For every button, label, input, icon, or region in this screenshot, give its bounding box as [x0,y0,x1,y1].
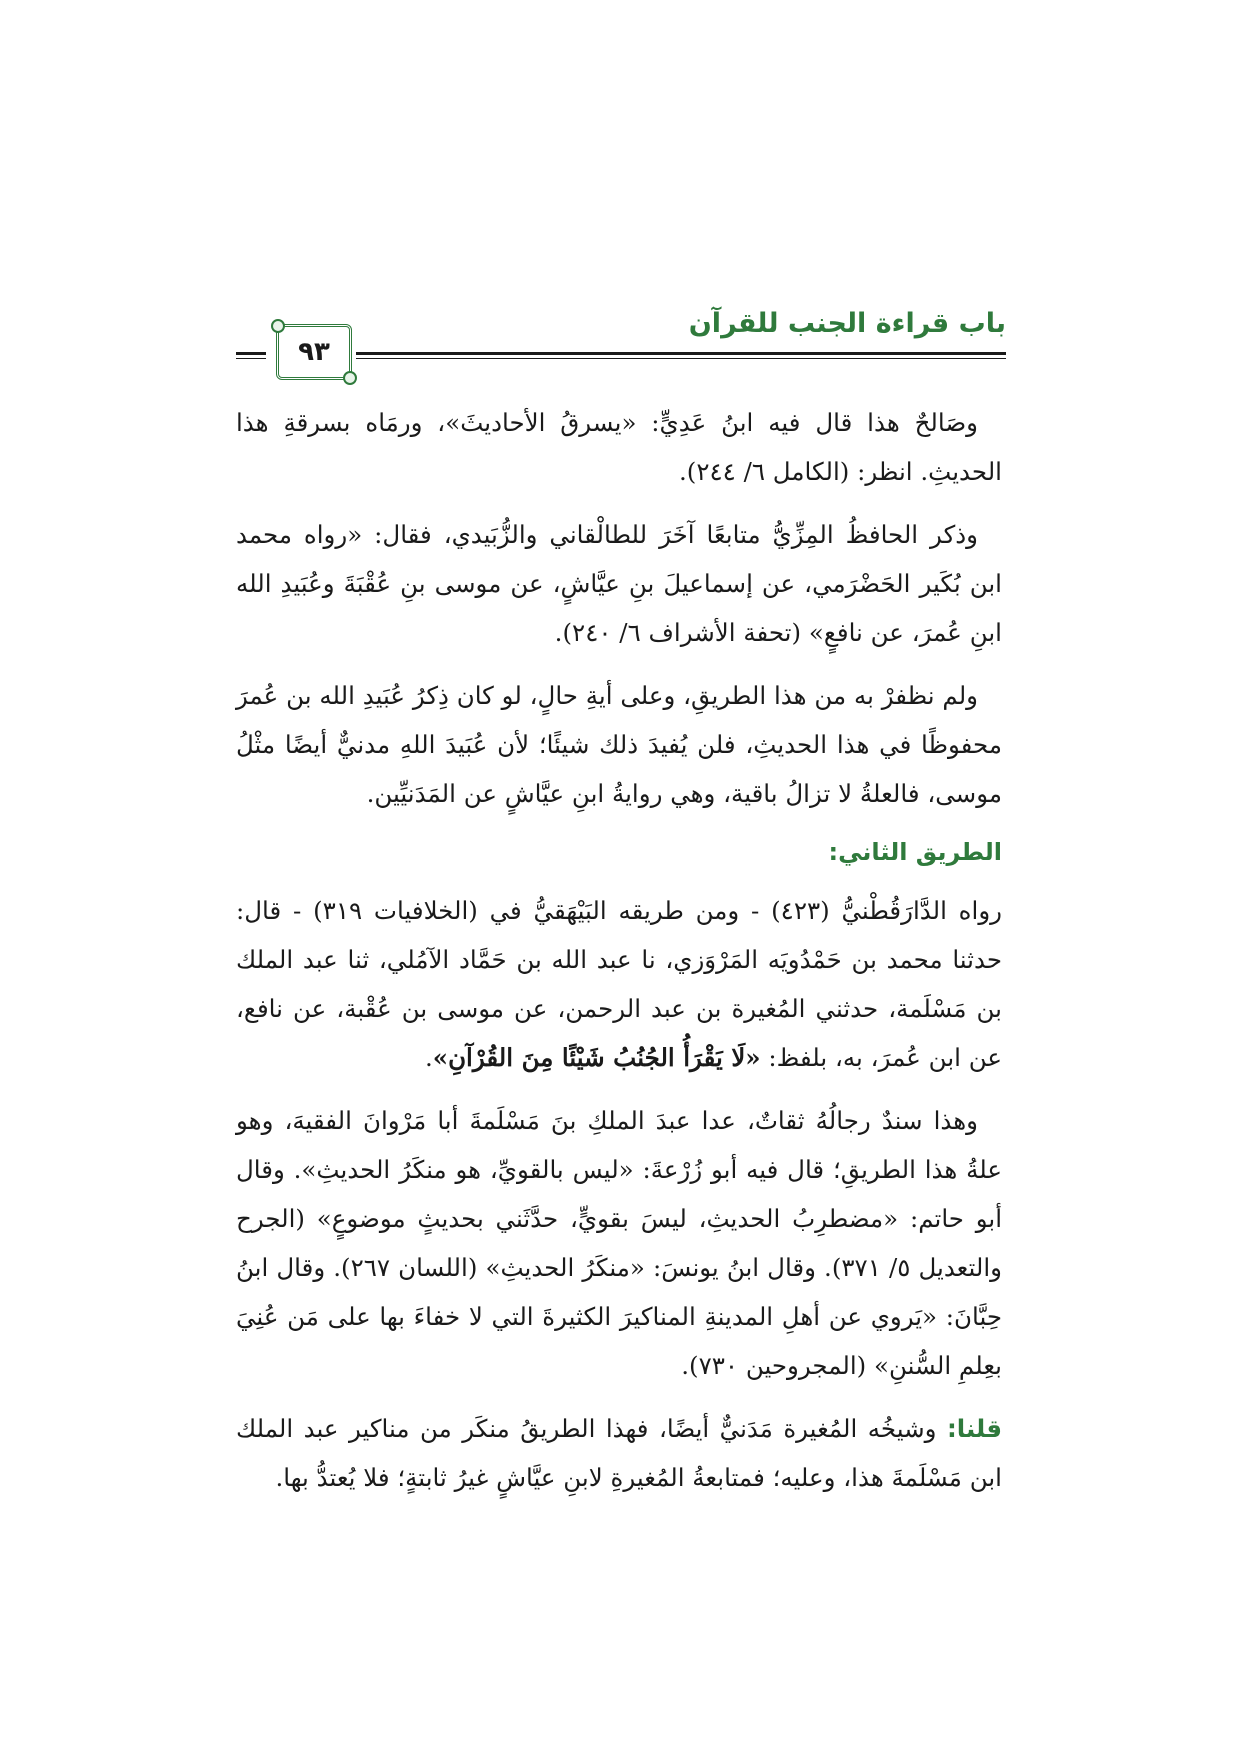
paragraph-1: وصَالحٌ هذا قال فيه ابنُ عَدِيٍّ: «يسرقُ الأحاديثَ»، ورمَاه بسرقةِ هذا الحديثِ. انظر: (الكامل ٦/ ٢٤٤). [236,408,1002,486]
paragraph-4-end: . [424,1043,433,1072]
paragraph-2: وذكر الحافظُ المِزِّيُّ متابعًا آخَرَ للطالْقاني والزُّبَيدي، فقال: «رواه محمد ابن بُكَير الحَضْرَمي، عن إسماعيلَ بنِ عيَّاشٍ، عن موسى بنِ عُقْبَةَ وعُبَيدِ الله ابنِ عُمرَ، عن نافعٍ» (تحفة الأشراف ٦/ ٢٤٠). [236,520,1002,647]
chapter-title: باب قراءة الجنب للقرآن [688,308,1006,339]
header-rule-left-thin [236,358,266,359]
page-header [236,296,1006,376]
page-number-badge [276,324,352,380]
paragraph-4-text: رواه الدَّارَقُطْنيُّ (٤٢٣) - ومن طريقه البَيْهَقيُّ في (الخلافيات ٣١٩) - قال: حدثنا محمد بن حَمْدُويَه المَرْوَزي، نا عبد الله بن حَمَّاد الآمُلي، ثنا عبد الملك بن مَسْلَمة، حدثني المُغيرة بن عبد الرحمن، عن موسى بن عُقْبة، عن نافع، عن ابن عُمرَ، به، بلفظ: [236,896,1002,1072]
header-rule-left-thick [236,352,266,355]
hadith-quote: «لَا يَقْرَأُ الجُنُبُ شَيْئًا مِنَ القُرْآنِ» [432,1043,761,1072]
page-content [236,398,1002,1516]
paragraph-6 [236,1404,1002,1502]
paragraph-5: وهذا سندٌ رجالُهُ ثقاتٌ، عدا عبدَ الملكِ بنَ مَسْلَمةَ أبا مَرْوانَ الفقيهَ، وهو علةُ هذا الطريقِ؛ قال فيه أبو زُرْعةَ: «ليس بالقويِّ، هو منكَرُ الحديثِ». وقال أبو حاتم: «مضطرِبُ الحديثِ، ليسَ بقويٍّ، حدَّثَني بحديثٍ موضوعٍ» (الجرح والتعديل ٥/ ٣٧١). وقال ابنُ يونسَ: «منكَرُ الحديثِ» (اللسان ٢٦٧). وقال ابنُ حِبَّانَ: «يَروي عن أهلِ المدينةِ المناكيرَ الكثيرةَ التي لا خفاءَ بها على مَن عُنِيَ بعِلمِ السُّننِ» (المجروحين ٧٣٠). [236,1106,1002,1380]
header-rule-thin [356,358,1006,359]
paragraph-3: ولم نظفرْ به من هذا الطريقِ، وعلى أيةِ حالٍ، لو كان ذِكرُ عُبَيدِ الله بن عُمرَ محفوظًا في هذا الحديثِ، فلن يُفيدَ ذلك شيئًا؛ لأن عُبَيدَ اللهِ مدنيٌّ أيضًا مثْلُ موسى، فالعلةُ لا تزالُ باقية، وهي روايةُ ابنِ عيَّاشٍ عن المَدَنيِّين. [236,681,1002,808]
paragraph-4 [236,886,1002,1082]
header-rule-thick [356,352,1006,355]
qulna-label: قلنا: [946,1414,1002,1443]
section-heading: الطريق الثاني: [828,838,1002,866]
paragraph-6-text: وشيخُه المُغيرة مَدَنيٌّ أيضًا، فهذا الطريقُ منكَر من مناكير عبد الملك ابن مَسْلَمةَ هذا، وعليه؛ فمتابعةُ المُغيرةِ لابنِ عيَّاشٍ غيرُ ثابتةٍ؛ فلا يُعتدُّ بها. [236,1414,1002,1492]
page-number: ٩٣ [298,337,330,367]
